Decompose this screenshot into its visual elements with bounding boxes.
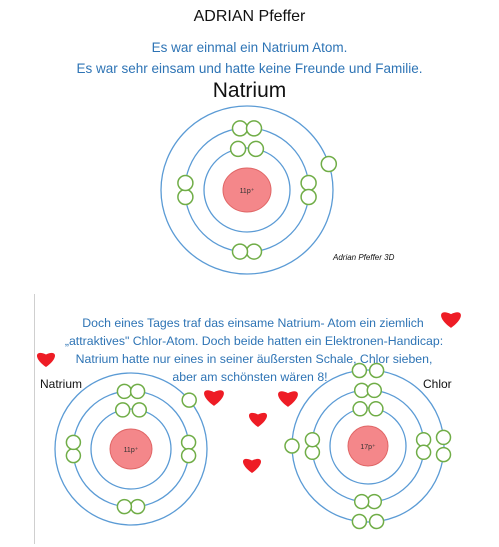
electron: [437, 448, 451, 462]
electron: [353, 402, 367, 416]
electron: [285, 439, 299, 453]
heart-icon: [278, 391, 298, 407]
electron: [247, 244, 262, 259]
story-line-4: aber am schönsten wären 8!: [172, 370, 328, 384]
natrium-label: Natrium: [40, 377, 83, 391]
heart-icon: [249, 413, 267, 427]
electron: [247, 121, 262, 136]
image-credit: Adrian Pfeffer 3D: [333, 253, 395, 262]
divider-line: [34, 294, 35, 544]
electron: [178, 190, 193, 205]
electron: [352, 515, 366, 529]
nucleus-label: 17p⁺: [360, 444, 376, 451]
electron: [182, 435, 196, 449]
left-natrium-atom: [55, 373, 207, 525]
electron: [370, 515, 384, 529]
electron: [117, 500, 131, 514]
intro-line-1: Es war einmal ein Natrium Atom.: [151, 40, 348, 55]
atom-heading: Natrium: [212, 79, 287, 102]
electron: [437, 430, 451, 444]
electron: [233, 244, 248, 259]
story-line-1: Doch eines Tages traf das einsame Natrium- Atom ein ziemlich: [82, 316, 424, 330]
electron: [321, 157, 336, 172]
electron: [182, 449, 196, 463]
electron: [301, 190, 316, 205]
heart-icon: [441, 312, 461, 328]
heart-icon: [204, 390, 224, 406]
electron: [117, 384, 131, 398]
electron: [305, 433, 319, 447]
electron: [66, 435, 80, 449]
electron: [178, 176, 193, 191]
electron: [116, 403, 130, 417]
page-title: ADRIAN Pfeffer: [193, 8, 306, 25]
heart-icon: [243, 459, 261, 473]
electron: [231, 141, 246, 156]
electron: [233, 121, 248, 136]
electron: [355, 495, 369, 509]
electron: [417, 445, 431, 459]
electron: [369, 402, 383, 416]
electron: [132, 403, 146, 417]
electron: [301, 176, 316, 191]
chlor-label: Chlor: [423, 377, 452, 391]
electron: [131, 500, 145, 514]
top-natrium-atom: [161, 106, 336, 274]
electron: [182, 393, 196, 407]
nucleus-label: 11p⁺: [123, 447, 139, 454]
nucleus-label: 11p⁺: [239, 188, 255, 195]
electron: [131, 384, 145, 398]
story-line-3: Natrium hatte nur eines in seiner äußersten Schale, Chlor sieben,: [75, 352, 433, 366]
intro-line-2: Es war sehr einsam und hatte keine Freunde und Familie.: [76, 61, 423, 76]
story-line-2: „attraktives" Chlor-Atom. Doch beide hatten ein Elektronen-Handicap:: [64, 334, 444, 348]
electron: [66, 449, 80, 463]
electron: [248, 141, 263, 156]
